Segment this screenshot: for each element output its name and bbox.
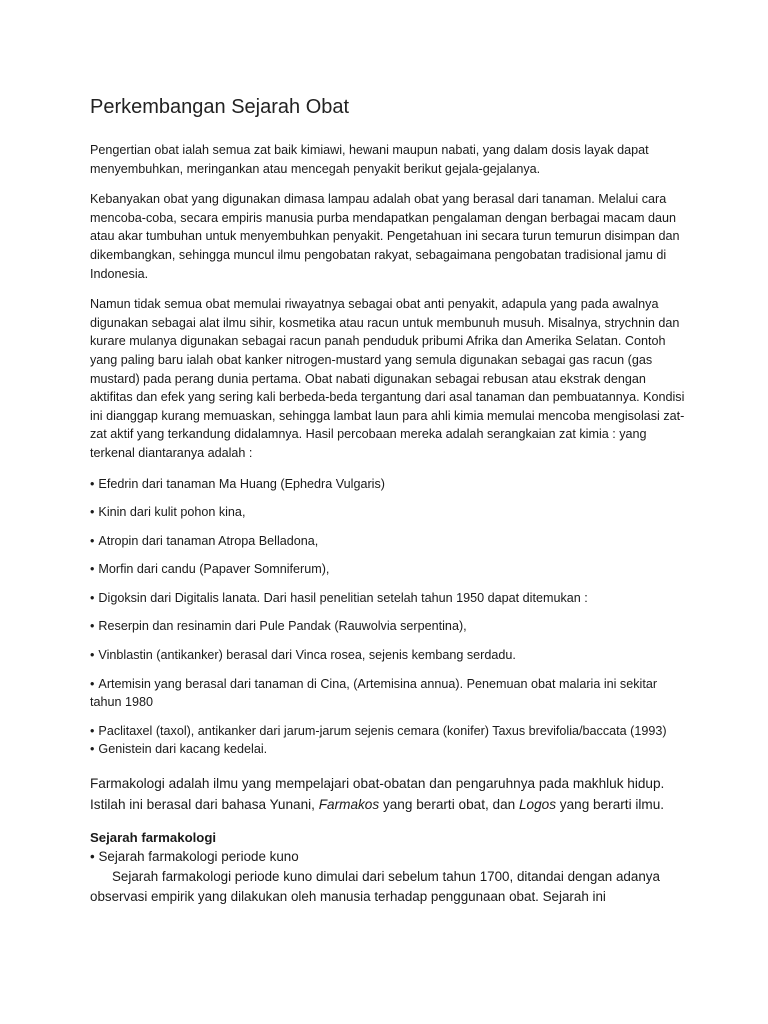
list-item: • Vinblastin (antikanker) berasal dari Vinca rosea, sejenis kembang serdadu. bbox=[90, 648, 516, 663]
bullet-glyph: • bbox=[90, 619, 95, 634]
list-item: • Artemisin yang berasal dari tanaman di Cina, (Artemisina annua). Penemuan obat malaria ini sekitar tahun 1980 bbox=[90, 676, 658, 710]
section-bullet: • Sejarah farmakologi periode kuno bbox=[90, 849, 299, 865]
document-title: Perkembangan Sejarah Obat bbox=[90, 96, 350, 118]
bullet-glyph: • bbox=[90, 648, 95, 663]
paragraph-farmakologi: Farmakologi adalah ilmu yang mempelajari obat-obatan dan pengaruhnya pada makhluk hidup. Istilah ini berasal dari bahasa Yunani, Farmakos yang berarti obat, dan Logos yang berarti ilmu. bbox=[90, 776, 665, 813]
list-item: • Reserpin dan resinamin dari Pule Pandak (Rauwolvia serpentina), bbox=[90, 619, 467, 634]
bullet-glyph: • bbox=[90, 505, 95, 520]
paragraph-definition: Pengertian obat ialah semua zat baik kimiawi, hewani maupun nabati, yang dalam dosis layak dapat menyembuhkan, meringankan atau mencegah penyakit berikut gejala-gejalanya. bbox=[90, 143, 649, 176]
document-body bbox=[90, 93, 690, 907]
paragraph-history: Kebanyakan obat yang digunakan dimasa lampau adalah obat yang berasal dari tanaman. Melalui cara mencoba-coba, secara empiris manusia purba mendapatkan pengalaman dengan berbagai macam daun atau akar tumbuhan untuk menyembuhkan penyakit. Pengetahuan ini secara turun temurun disimpan dan dikembangkan, sehingga muncul ilmu pengobatan rakyat, sebagaimana pengobatan tradisional jamu di Indonesia. bbox=[90, 192, 680, 281]
bullet-glyph: • bbox=[90, 723, 95, 738]
bullet-glyph: • bbox=[90, 533, 95, 548]
bullet-glyph: • bbox=[90, 476, 95, 491]
bullet-glyph: • bbox=[90, 590, 95, 605]
list-item: • Digoksin dari Digitalis lanata. Dari hasil penelitian setelah tahun 1950 dapat ditemukan : bbox=[90, 590, 588, 605]
list-item: • Morfin dari candu (Papaver Somniferum), bbox=[90, 562, 330, 577]
bullet-glyph: • bbox=[90, 742, 95, 757]
list-item: • Atropin dari tanaman Atropa Belladona, bbox=[90, 533, 319, 548]
list-item: • Genistein dari kacang kedelai. bbox=[90, 742, 268, 757]
section-heading: Sejarah farmakologi bbox=[90, 830, 217, 846]
term-logos: Logos bbox=[518, 797, 557, 813]
list-item: • Kinin dari kulit pohon kina, bbox=[90, 505, 246, 520]
list-item: • Efedrin dari tanaman Ma Huang (Ephedra Vulgaris) bbox=[90, 476, 385, 491]
bullet-glyph: • bbox=[90, 849, 95, 865]
drug-list bbox=[90, 475, 690, 760]
paragraph-origins: Namun tidak semua obat memulai riwayatnya sebagai obat anti penyakit, adapula yang pada awalnya digunakan sebagai alat ilmu sihir, kosmetika atau racun untuk membunuh musuh. Misalnya, strychnin dan kurare mulanya digunakan sebagai racun panah penduduk pribumi Afrika dan Amerika Selatan. Contoh yang paling baru ialah obat kanker nitrogen-mustard yang semula digunakan sebagai gas racun (gas mustard) pada perang dunia pertama. Obat nabati digunakan sebagai rebusan atau ekstrak dengan aktifitas dan efek yang sering kali berbeda-beda tergantung dari asal tanaman dan pembuatannya. Kondisi ini dianggap kurang memuaskan, sehingga lambat laun para ahli kimia memulai mencoba mengisolasi zat-zat aktif yang terkandung didalamnya. Hasil percobaan mereka adalah serangkaian zat kimia : yang terkenal diantaranya adalah : bbox=[90, 297, 685, 460]
bullet-glyph: • bbox=[90, 676, 95, 691]
list-item: • Paclitaxel (taxol), antikanker dari jarum-jarum sejenis cemara (konifer) Taxus brevifolia/baccata (1993) bbox=[90, 723, 667, 738]
bullet-glyph: • bbox=[90, 562, 95, 577]
section-paragraph: Sejarah farmakologi periode kuno dimulai dari sebelum tahun 1700, ditandai dengan adanya observasi empirik yang dilakukan oleh manusia terhadap penggunaan obat. Sejarah ini bbox=[90, 869, 660, 905]
term-farmakos: Farmakos bbox=[318, 797, 380, 813]
